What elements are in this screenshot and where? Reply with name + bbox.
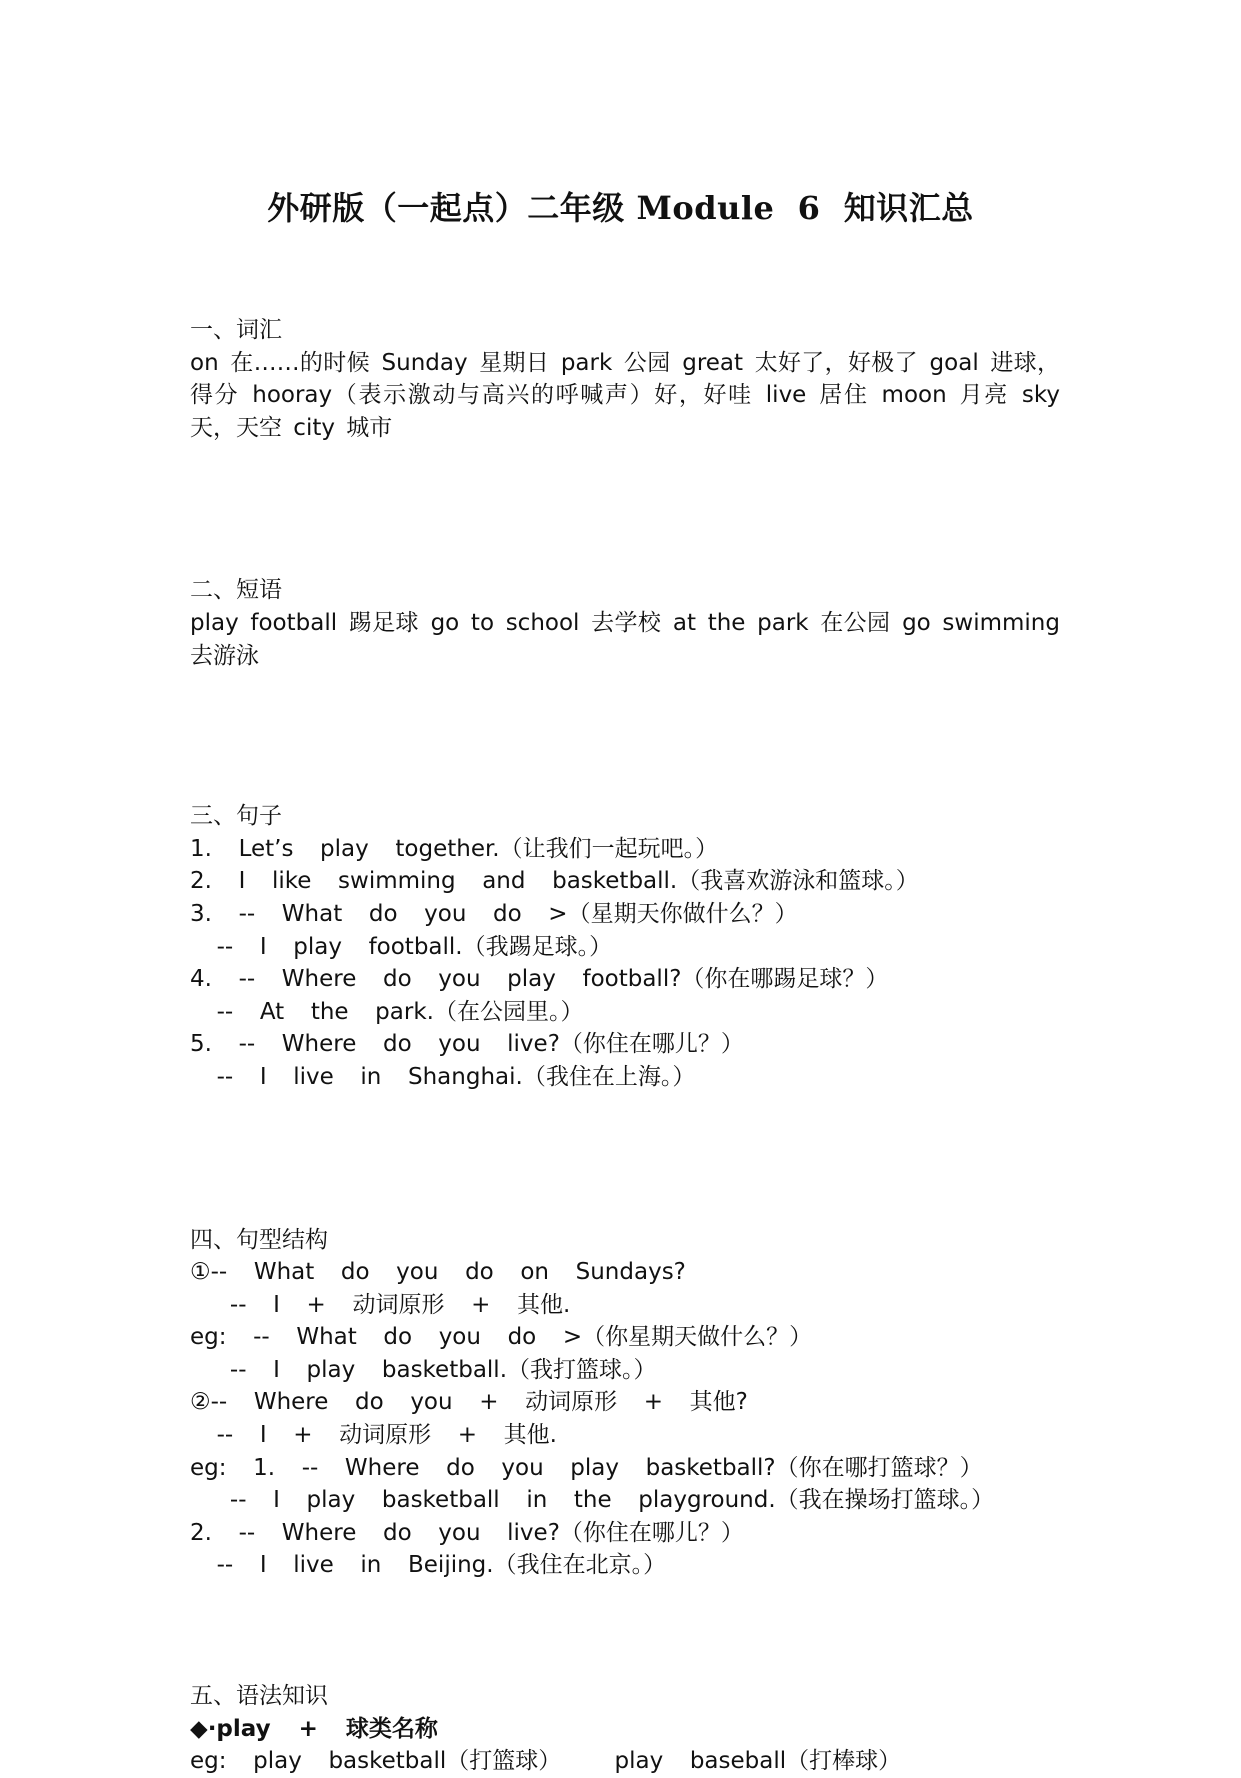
page-title: 外研版（一起点）二年级 Module 6 知识汇总 bbox=[267, 189, 974, 227]
vocabulary-list: on 在……的时候 Sunday 星期日 park 公园 great 太好了，好极了 goal 进球，得分 hooray（表示激动与高兴的呼喊声）好，好哇 live 居住 moon 月亮 sky 天，天空 city 城市 bbox=[190, 349, 1060, 441]
pattern-line: 2. -- Where do you live?（你住在哪儿？） bbox=[190, 1519, 744, 1546]
pattern-line: -- I + 动词原形 + 其他. bbox=[190, 1291, 571, 1318]
section-heading-sentence-patterns: 四、句型结构 bbox=[190, 1226, 328, 1253]
pattern-line: -- I live in Beijing.（我住在北京。） bbox=[190, 1552, 667, 1579]
sentence-line: -- I play football.（我踢足球。） bbox=[190, 933, 613, 960]
section-heading-sentences: 三、句子 bbox=[190, 803, 282, 830]
sentence-line: 5. -- Where do you live?（你住在哪儿？） bbox=[190, 1031, 744, 1058]
pattern-line: -- I + 动词原形 + 其他. bbox=[190, 1422, 557, 1449]
pattern-line: -- I play basketball in the playground.（我在操场打篮球。） bbox=[190, 1487, 995, 1514]
grammar-rule: ◆·play + 球类名称 bbox=[190, 1715, 438, 1742]
pattern-line: ②-- Where do you + 动词原形 + 其他? bbox=[190, 1389, 748, 1416]
sentence-line: 1. Let’s play together.（让我们一起玩吧。） bbox=[190, 835, 719, 862]
sentence-line: 2. I like swimming and basketball.（我喜欢游泳和篮球。） bbox=[190, 868, 919, 895]
sentence-line: 4. -- Where do you play football?（你在哪踢足球？） bbox=[190, 966, 889, 993]
section-spacer bbox=[190, 444, 1060, 574]
sentence-line: -- I live in Shanghai.（我住在上海。） bbox=[190, 1063, 696, 1090]
section-spacer bbox=[190, 672, 1060, 800]
grammar-example: eg: play basketball（打篮球） play baseball（打棒球） bbox=[190, 1748, 902, 1775]
section-heading-vocabulary: 一、词汇 bbox=[190, 317, 282, 343]
section-sentences bbox=[190, 800, 1060, 1093]
section-phrases bbox=[190, 574, 1060, 672]
pattern-line: eg: 1. -- Where do you play basketball?（你在哪打篮球？） bbox=[190, 1454, 983, 1481]
section-grammar bbox=[190, 1680, 1060, 1778]
section-heading-phrases: 二、短语 bbox=[190, 577, 282, 604]
section-heading-grammar: 五、语法知识 bbox=[190, 1683, 328, 1710]
section-spacer bbox=[190, 1094, 1060, 1224]
sentence-line: 3. -- What do you do >（星期天你做什么？） bbox=[190, 900, 798, 927]
sentence-line: -- At the park.（在公园里。） bbox=[190, 998, 584, 1025]
section-vocabulary bbox=[190, 314, 1060, 444]
phrases-list: play football 踢足球 go to school 去学校 at the park 在公园 go swimming 去游泳 bbox=[190, 609, 1060, 669]
pattern-line: -- I play basketball.（我打篮球。） bbox=[190, 1356, 657, 1383]
pattern-line: eg: -- What do you do >（你星期天做什么？） bbox=[190, 1324, 813, 1351]
section-spacer bbox=[190, 1582, 1060, 1680]
document-body bbox=[190, 314, 1060, 1778]
section-sentence-patterns bbox=[190, 1224, 1060, 1583]
pattern-line: ①-- What do you do on Sundays? bbox=[190, 1259, 686, 1286]
